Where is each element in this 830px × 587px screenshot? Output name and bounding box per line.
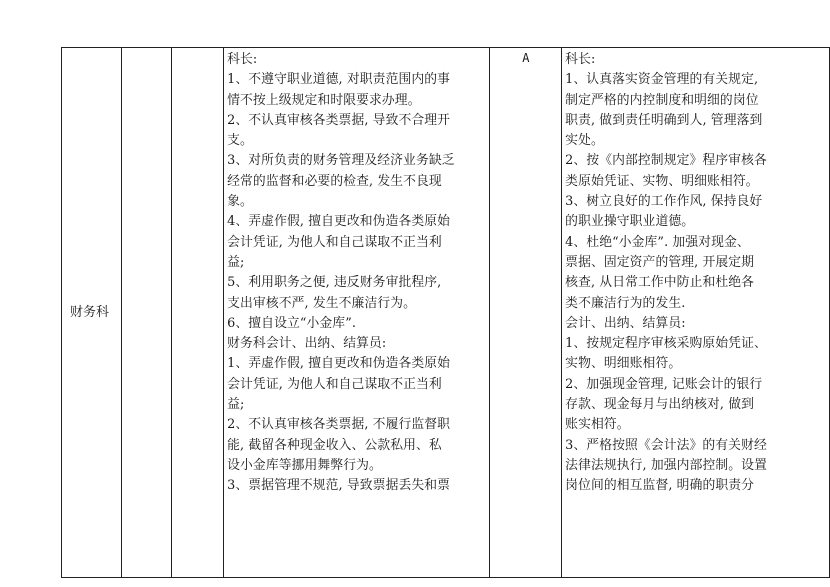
risk-line: 3、对所负责的财务管理及经济业务缺乏 [227, 153, 455, 169]
risk-line: 5、利用职务之便, 违反财务审批程序, [227, 275, 442, 291]
department-label: 财务科 [70, 304, 110, 320]
risk-line: 6、擅自设立“小金库”. [227, 315, 357, 331]
risk-line: 科长: [227, 52, 258, 67]
risk-line: 3、票据管理不规范, 导致票据丢失和票 [227, 478, 451, 494]
risk-line: 4、弄虚作假, 擅自更改和伪造各类原始 [227, 214, 451, 230]
measure-line: 3、树立良好的工作作风, 保持良好 [565, 194, 763, 210]
measure-line: 核查, 从日常工作中防止和杜绝各 [565, 275, 755, 291]
measure-line: 实处。 [565, 133, 604, 149]
risk-level-cell [490, 48, 562, 578]
control-measures-cell [562, 48, 830, 578]
control-measures-text [562, 48, 829, 497]
risk-level-value: A [522, 51, 530, 65]
risk-control-table [61, 47, 830, 578]
risk-line: 经常的监督和必要的检查, 发生不良现 [227, 173, 442, 189]
risk-line: 财务科会计、出纳、结算员: [227, 336, 387, 352]
risk-description-text [224, 48, 489, 497]
risk-line: 2、不认真审核各类票据, 导致不合理开 [227, 112, 451, 128]
department-cell [62, 48, 122, 578]
risk-line: 情不按上级规定和时限要求办理。 [227, 92, 421, 108]
risk-line: 设小金库等挪用舞弊行为。 [227, 457, 382, 473]
risk-line: 益; [227, 254, 245, 270]
measure-line: 的职业操守职业道德。 [565, 214, 695, 230]
empty-cell [172, 48, 224, 578]
measure-line: 票据、固定资产的管理, 开展定期 [565, 254, 755, 270]
risk-line: 能, 截留各种现金收入、公款私用、私 [227, 437, 442, 453]
risk-line: 会计凭证, 为他人和自己谋取不正当利 [227, 234, 442, 250]
empty-cell [122, 48, 172, 578]
measure-line: 科长: [565, 52, 596, 67]
measure-line: 职责, 做到责任明确到人, 管理落到 [565, 112, 763, 128]
measure-line: 制定严格的内控制度和明细的岗位 [565, 92, 759, 108]
measure-line: 实物、明细账相符。 [565, 356, 682, 372]
measure-line: 类原始凭证、实物、明细账相符。 [565, 173, 759, 189]
table-row [62, 48, 830, 578]
measure-line: 类不廉洁行为的发生. [565, 295, 686, 311]
measure-line: 1、认真落实资金管理的有关规定, [565, 72, 759, 88]
risk-line: 1、弄虚作假, 擅自更改和伪造各类原始 [227, 356, 451, 372]
risk-description-cell [224, 48, 490, 578]
measure-line: 存款、现金每月与出纳核对, 做到 [565, 397, 755, 413]
risk-line: 支出审核不严, 发生不廉洁行为。 [227, 295, 417, 311]
measure-line: 3、严格按照《会计法》的有关财经 [565, 437, 767, 453]
risk-line: 益; [227, 397, 245, 413]
risk-line: 象。 [227, 194, 253, 210]
measure-line: 岗位间的相互监督, 明确的职责分 [565, 478, 755, 494]
measure-line: 2、加强现金管理, 记账会计的银行 [565, 376, 763, 392]
measure-line: 1、按规定程序审核采购原始凭证、 [565, 336, 767, 352]
measure-line: 4、杜绝“小金库”. 加强对现金、 [565, 234, 750, 250]
risk-line: 支。 [227, 133, 253, 149]
risk-line: 会计凭证, 为他人和自己谋取不正当利 [227, 376, 442, 392]
risk-line: 1、不遵守职业道德, 对职责范围内的事 [227, 72, 451, 88]
measure-line: 2、按《内部控制规定》程序审核各 [565, 153, 767, 169]
measure-line: 法律法规执行, 加强内部控制。设置 [565, 457, 767, 473]
risk-line: 2、不认真审核各类票据, 不履行监督职 [227, 417, 451, 433]
measure-line: 会计、出纳、结算员: [565, 315, 686, 331]
measure-line: 账实相符。 [565, 417, 630, 433]
